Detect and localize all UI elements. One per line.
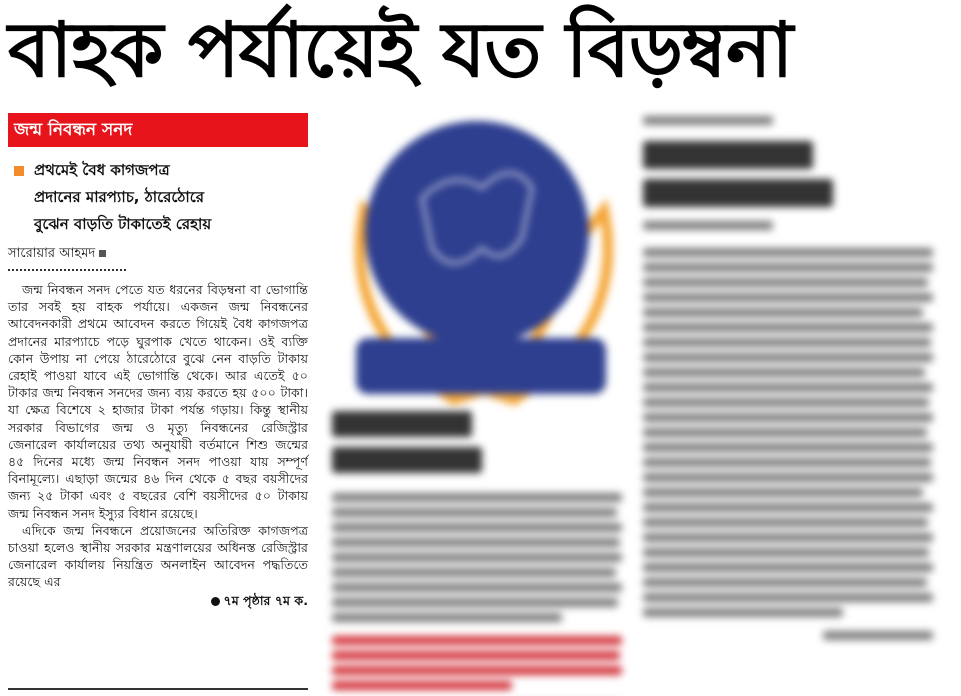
subhead-line: প্রদানের মারপ্যাচ, ঠারেঠোরে [34, 188, 205, 206]
sidebar-article [643, 110, 943, 646]
author-name: সারোয়ার আহমদ [8, 246, 96, 261]
main-article [8, 113, 308, 613]
logo-banner [356, 338, 606, 394]
headline: বাহক পর্যায়েই যত বিড়ম্বনা [8, 5, 793, 94]
globe-icon [362, 118, 592, 348]
continued-note [8, 593, 308, 613]
boxed-article [332, 405, 632, 696]
blurred-region [318, 100, 961, 696]
section-label-bar [8, 113, 308, 147]
body-paragraph: এদিকে জন্ম নিবন্ধনে প্রয়োজনের অতিরিক্ত কাগজপত্র চাওয়া হলেও স্থানীয় সরকার মন্ত্রণালয়ের অধিনস্ত রেজিস্ট্রার জেনারেল কার্যালয় নিয়ন্ত্রিত অনলাইন আবেদন পদ্ধতিতে রয়েছে এর [8, 522, 308, 590]
continued-text: ৭ম পৃষ্ঠার ৭ম ক. [223, 592, 308, 608]
subheadline [8, 157, 308, 238]
subhead-line: বুঝেন বাড়তি টাকাতেই রেহায় [34, 215, 212, 233]
square-bullet-icon [14, 166, 24, 176]
subhead-line: প্রথমেই বৈধ কাগজপত্র [34, 161, 170, 179]
bottom-rule [8, 688, 308, 690]
square-marker-icon [99, 250, 106, 257]
body-paragraph: জন্ম নিবন্ধন সনদ পেতে যত ধরনের বিড়ম্বনা বা ভোগান্তি তার সবই হয় বাহক পর্যায়ে। একজন জন্ম নিবন্ধনের আবেদনকারী প্রথমে আবেদন করতে গিয়েই বৈধ কাগজপত্র প্রদানের মারপ্যাচে পড়ে ঘুরপাক খেতে থাকেন। ওই ব্যক্তি কোন উপায় না পেয়ে ঠারেঠোরে বুঝে নেন বাড়তি টাকায় রেহাই পাওয়া যাবে এই ভোগান্তি থেকে। আর এতেই ৫০ টাকার জন্ম নিবন্ধন সনদের জন্য ব্যয় করতে হয় ৫০০ টাকা। যা ক্ষেত্র বিশেষে ২ হাজার টাকা পর্যন্ত গড়ায়। কিন্তু স্থানীয় সরকার বিভাগের জন্ম ও মৃত্যু নিবন্ধনের রেজিস্ট্রার জেনারেল কার্যালয়ের তথ্য অনুযায়ী বর্তমানে শিশু জন্মের ৪৫ দিনের মধ্যে জন্ম নিবন্ধন সনদ পাওয়া যায় সম্পূর্ণ বিনামূল্যে। এছাড়া জন্মের ৪৬ দিন থেকে ৫ বছর বয়সীদের জন্য ২৫ টাকা এবং ৫ বছরের বেশি বয়সীদের ৫০ টাকায় জন্ম নিবন্ধন সনদ ইস্যুর বিধান রয়েছে। [8, 282, 308, 521]
section-label: জন্ম নিবন্ধন সনদ [14, 120, 133, 140]
bullet-dot-icon [211, 597, 220, 606]
byline [8, 244, 126, 271]
article-body [8, 281, 308, 591]
